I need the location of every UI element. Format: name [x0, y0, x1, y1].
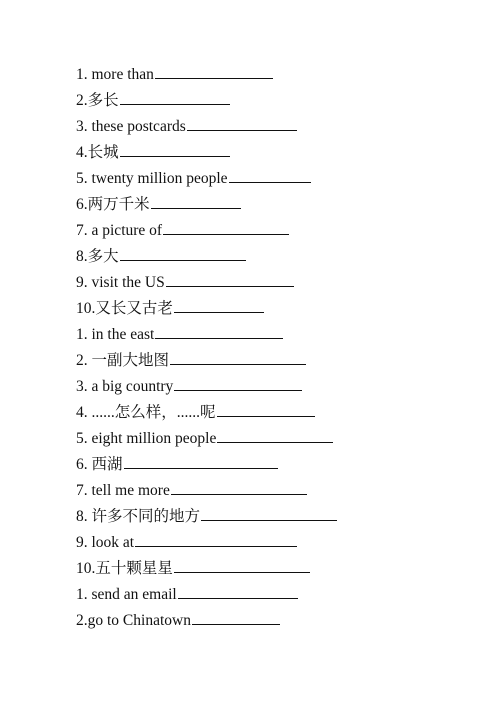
exercise-prompt: 3. these postcards	[76, 118, 186, 135]
exercise-prompt: 8. 许多不同的地方	[76, 508, 201, 525]
answer-blank[interactable]	[217, 401, 315, 417]
exercise-prompt: 6. 西湖	[76, 456, 123, 473]
exercise-prompt: 2.多长	[76, 92, 119, 109]
exercise-prompt: 5. eight million people	[76, 430, 217, 447]
answer-blank[interactable]	[229, 167, 311, 183]
answer-blank[interactable]	[187, 115, 297, 131]
exercise-prompt: 1. in the east	[76, 326, 155, 343]
exercise-item	[76, 62, 476, 88]
exercise-prompt: 1. send an email	[76, 586, 177, 603]
answer-blank[interactable]	[124, 453, 278, 469]
exercise-prompt: 1. more than	[76, 66, 154, 83]
answer-blank[interactable]	[135, 531, 297, 547]
answer-blank[interactable]	[174, 557, 310, 573]
exercise-prompt: 4.长城	[76, 144, 119, 161]
exercise-item	[76, 400, 476, 426]
exercise-prompt: 6.两万千米	[76, 196, 150, 213]
exercise-item	[76, 556, 476, 582]
exercise-prompt: 9. visit the US	[76, 274, 165, 291]
exercise-item	[76, 374, 476, 400]
exercise-prompt: 2. 一副大地图	[76, 352, 170, 369]
exercise-item	[76, 114, 476, 140]
answer-blank[interactable]	[155, 63, 273, 79]
exercise-item	[76, 426, 476, 452]
exercise-item	[76, 582, 476, 608]
answer-blank[interactable]	[174, 297, 264, 313]
answer-blank[interactable]	[170, 349, 306, 365]
answer-blank[interactable]	[120, 141, 230, 157]
exercise-item	[76, 504, 476, 530]
exercise-prompt: 5. twenty million people	[76, 170, 228, 187]
exercise-prompt: 3. a big country	[76, 378, 174, 395]
exercise-prompt: 10.又长又古老	[76, 300, 173, 317]
exercise-item	[76, 478, 476, 504]
exercise-prompt: 10.五十颗星星	[76, 560, 173, 577]
exercise-item	[76, 192, 476, 218]
exercise-item	[76, 88, 476, 114]
exercise-prompt: 7. a picture of	[76, 222, 163, 239]
answer-blank[interactable]	[178, 583, 298, 599]
answer-blank[interactable]	[120, 245, 246, 261]
exercise-item	[76, 296, 476, 322]
answer-blank[interactable]	[155, 323, 283, 339]
answer-blank[interactable]	[166, 271, 294, 287]
answer-blank[interactable]	[201, 505, 337, 521]
exercise-list	[76, 62, 476, 634]
answer-blank[interactable]	[174, 375, 302, 391]
exercise-item	[76, 218, 476, 244]
exercise-item	[76, 140, 476, 166]
answer-blank[interactable]	[163, 219, 289, 235]
exercise-item	[76, 348, 476, 374]
answer-blank[interactable]	[171, 479, 307, 495]
exercise-item	[76, 270, 476, 296]
exercise-item	[76, 608, 476, 634]
exercise-prompt: 4. ......怎么样，......呢	[76, 404, 216, 421]
exercise-prompt: 9. look at	[76, 534, 135, 551]
answer-blank[interactable]	[120, 89, 230, 105]
exercise-prompt: 2.go to Chinatown	[76, 612, 191, 629]
exercise-item	[76, 322, 476, 348]
exercise-item	[76, 530, 476, 556]
exercise-prompt: 8.多大	[76, 248, 119, 265]
exercise-prompt: 7. tell me more	[76, 482, 170, 499]
exercise-item	[76, 452, 476, 478]
answer-blank[interactable]	[192, 609, 280, 625]
answer-blank[interactable]	[217, 427, 333, 443]
exercise-item	[76, 244, 476, 270]
exercise-item	[76, 166, 476, 192]
answer-blank[interactable]	[151, 193, 241, 209]
